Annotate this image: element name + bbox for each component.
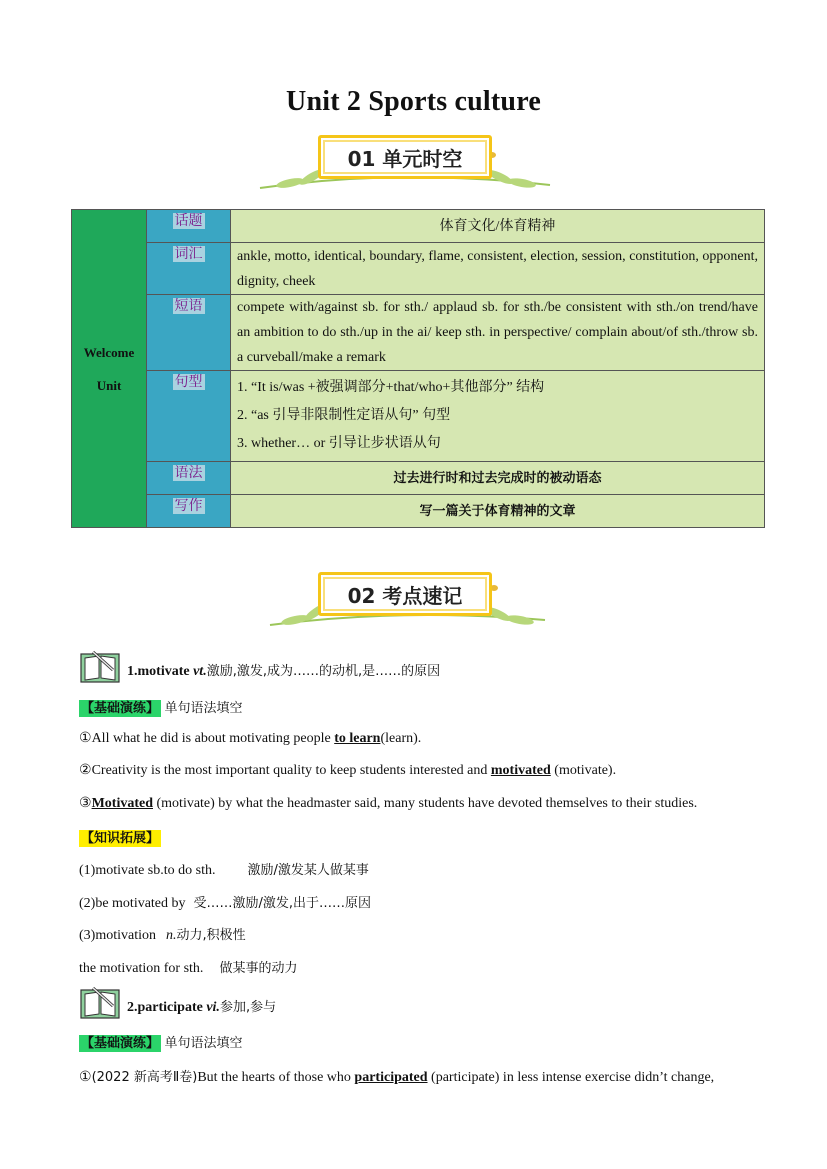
table-row xyxy=(72,210,765,243)
page-title: Unit 2 Sports culture xyxy=(286,86,541,117)
row-category: 句型 xyxy=(147,371,231,462)
exercise-3: ③Motivated (motivate) by what the headmaster said, many students have devoted themselves to their studies. xyxy=(79,796,698,811)
book-icon xyxy=(79,984,123,1020)
row-content: 体育文化/体育精神 xyxy=(231,210,765,243)
table-row xyxy=(72,495,765,528)
book-icon xyxy=(79,648,123,684)
row-content: 过去进行时和过去完成时的被动语态 xyxy=(231,462,765,495)
row-category: 词汇 xyxy=(147,243,231,295)
answer: to learn xyxy=(334,731,381,746)
table-row xyxy=(72,243,765,295)
extension-item: (2)be motivated by 受……激励/激发,出于……原因 xyxy=(79,896,372,911)
unit-label-cell: Welcome Unit xyxy=(72,210,147,528)
row-content: compete with/against sb. for sth./ applaud sb. for sth./be consistent with sth./on trend/have an ambition to do sth./up in the ai/ keep sth. in perspective/ complain about/of sth./throw sb. a curveball/make a remark xyxy=(231,295,765,371)
row-category: 短语 xyxy=(147,295,231,371)
extension-item: the motivation for sth. 做某事的动力 xyxy=(79,961,298,976)
answer: participated xyxy=(354,1070,428,1085)
extension-item: (3)motivation n.动力,积极性 xyxy=(79,928,246,943)
table-row xyxy=(72,295,765,371)
section-banner-label: 01 单元时空 xyxy=(318,135,492,179)
practice-label: 【基础演练】 单句语法填空 xyxy=(81,701,243,716)
extension-label: 【知识拓展】 xyxy=(81,831,160,846)
exercise-1: ①All what he did is about motivating people to learn(learn). xyxy=(79,731,422,746)
vocab-word: participate xyxy=(137,1000,203,1015)
vocab-word: motivate xyxy=(137,664,190,679)
section-banner-label: 02 考点速记 xyxy=(318,572,492,616)
vocab-heading: 1.motivate vt.激励,激发,成为……的动机,是……的原因 xyxy=(79,648,440,684)
row-content: 写一篇关于体育精神的文章 xyxy=(231,495,765,528)
answer: motivated xyxy=(490,763,551,778)
unit-summary-table xyxy=(71,209,765,528)
answer: Motivated xyxy=(91,796,153,811)
vocab-heading: 2.participate vi.参加,参与 xyxy=(79,984,276,1020)
exercise-1: ①(2022 新高考Ⅱ卷)But the hearts of those who participated (participate) in less intense exercise didn’t change, xyxy=(79,1070,715,1085)
exercise-2: ②Creativity is the most important quality to keep students interested and motivated (motivate). xyxy=(79,763,617,778)
table-row xyxy=(72,371,765,462)
table-row xyxy=(72,462,765,495)
row-category: 语法 xyxy=(147,462,231,495)
practice-label: 【基础演练】 单句语法填空 xyxy=(81,1036,243,1051)
extension-item: (1)motivate sb.to do sth. 激励/激发某人做某事 xyxy=(79,863,369,878)
section-banner-unit xyxy=(250,133,560,203)
section-banner-points xyxy=(250,570,560,640)
row-content: 1. “It is/was +被强调部分+that/who+其他部分” 结构 2. “as 引导非限制性定语从句” 句型 3. whether… or 引导让步状语从句 xyxy=(231,371,765,462)
row-category: 写作 xyxy=(147,495,231,528)
row-category: 话题 xyxy=(147,210,231,243)
row-content: ankle, motto, identical, boundary, flame, consistent, election, session, constitution, opponent, dignity, cheek xyxy=(231,243,765,295)
